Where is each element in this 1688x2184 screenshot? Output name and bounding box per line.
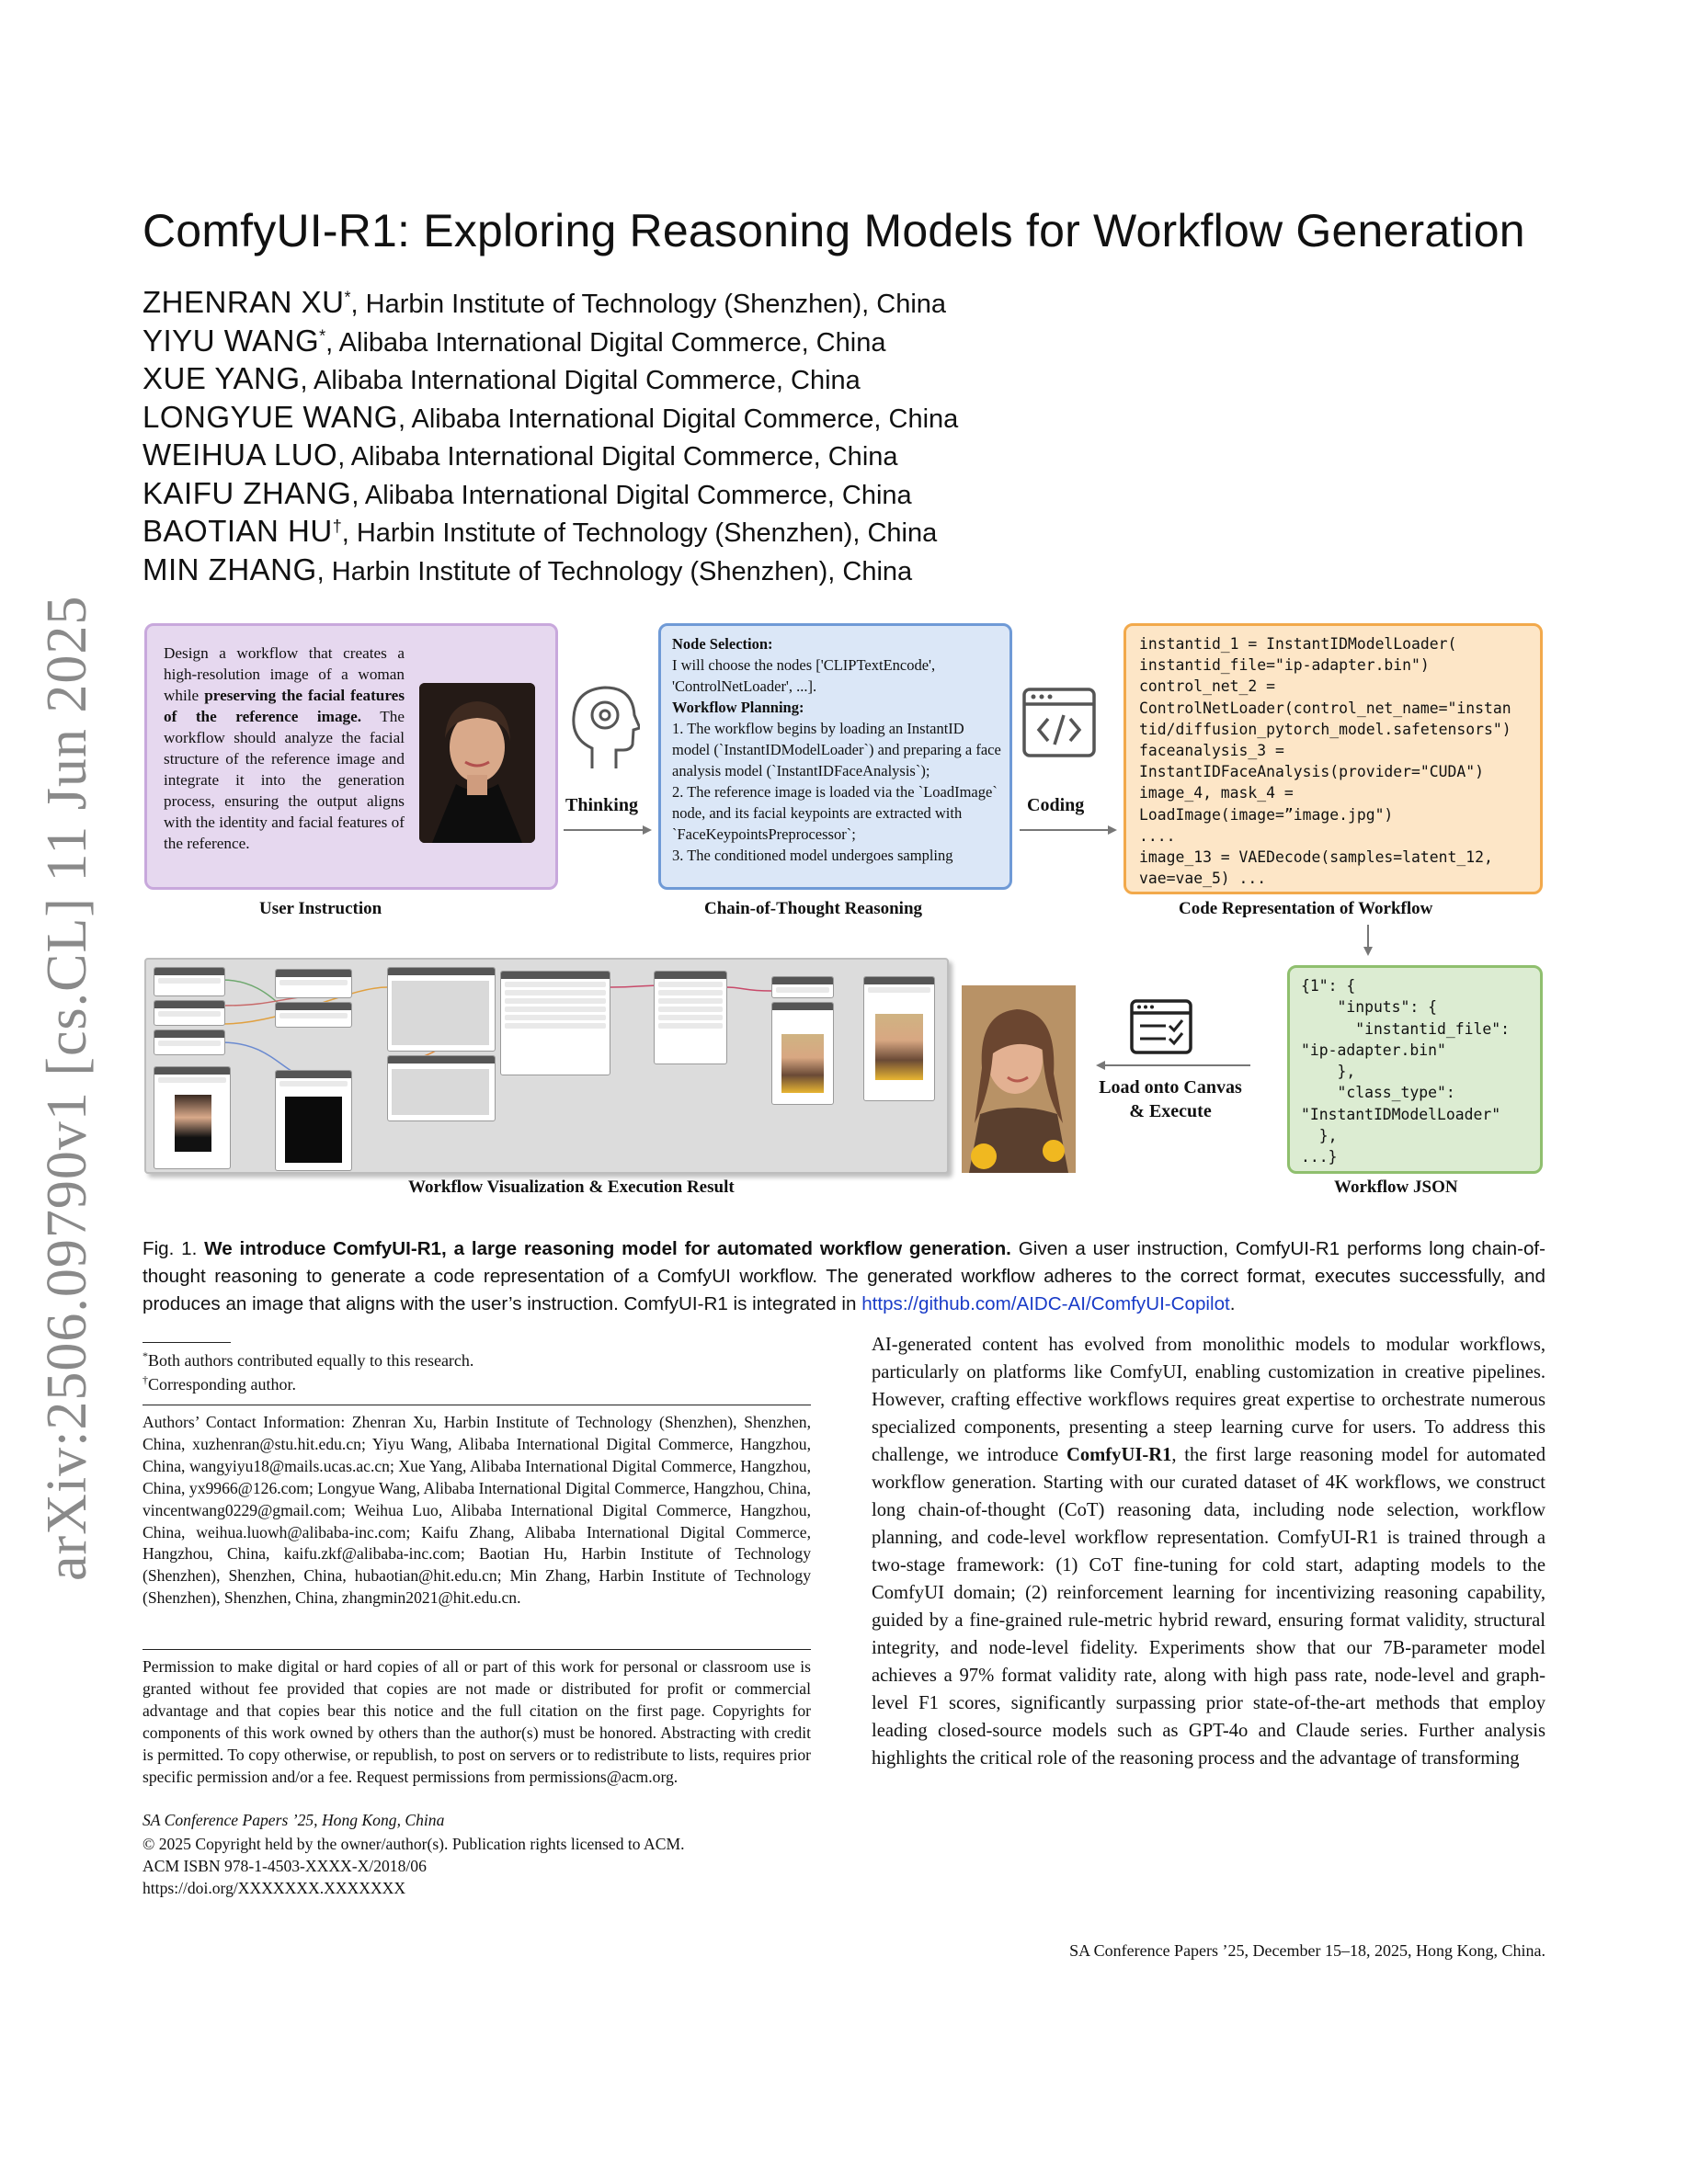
author-affiliation: , Alibaba International Digital Commerce, China <box>325 328 886 358</box>
footnote-equal: *Both authors contributed equally to this research. <box>143 1349 474 1370</box>
isbn-info: ACM ISBN 978-1-4503-XXXX-X/2018/06 <box>143 1857 427 1875</box>
author-name: KAIFU ZHANG <box>143 476 352 510</box>
author-name: XUE YANG <box>143 361 301 395</box>
author-line <box>143 361 861 396</box>
label-user-instruction: User Instruction <box>259 899 382 918</box>
node-instantid-loader <box>154 967 225 996</box>
page-footer: SA Conference Papers ’25, December 15–18, 2025, Hong Kong, China. <box>1069 1941 1545 1960</box>
node-ksampler <box>654 971 727 1064</box>
arxiv-stamp: arXiv:2506.09790v1 [cs.CL] 11 Jun 2025 <box>36 595 98 1581</box>
workflow-json-box <box>1287 965 1543 1174</box>
label-cot-reasoning: Chain-of-Thought Reasoning <box>704 899 923 918</box>
node-vae-decode <box>771 976 834 998</box>
down-arrow <box>1363 925 1374 956</box>
workflow-canvas <box>144 958 949 1174</box>
thinking-icon <box>566 680 640 772</box>
figure-caption: Fig. 1. We introduce ComfyUI-R1, a large reasoning model for automated workflow generation. Given a user instruction, ComfyUI-R1 performs long chain-of-thought reasoning to generate a code representation of a ComfyUI workflow. The generated workflow adheres to the correct format, executes successfully, and produces an image that aligns with the user’s instruction. ComfyUI-R1 is integrated in https://github.com/AIDC-AI/ComfyUI-Copilot. <box>143 1238 1546 1314</box>
label-code-representation: Code Representation of Workflow <box>1179 899 1433 918</box>
author-contact-info: Authors’ Contact Information: Zhenran Xu, Harbin Institute of Technology (Shenzhen), Shenzhen, China, xuzhenran@stu.hit.edu.cn; Yiyu Wang, Alibaba International Digital Commerce, Hangzhou, China, wangyiyu18@mails.ucas.ac.cn; Xue Yang, Alibaba International Digital Commerce, Hangzhou, China, yx9966@126.com; Longyue Wang, Alibaba International Digital Commerce, Hangzhou, China, vincentwang0229@gmail.com; Weihua Luo, Alibaba International Digital Commerce, Hangzhou, China, weihua.luowh@alibaba-inc.com; Kaifu Zhang, Alibaba International Digital Commerce, Hangzhou, China, kaifu.zkf@alibaba-inc.com; Baotian Hu, Harbin Institute of Technology (Shenzhen), Shenzhen, China, hubaotian@hit.edu.cn; Min Zhang, Harbin Institute of Technology (Shenzhen), Shenzhen, China, zhangmin2021@hit.edu.cn. <box>143 1413 811 1608</box>
author-line <box>143 552 912 587</box>
user-instruction-box <box>144 623 558 890</box>
author-mark: † <box>332 517 342 536</box>
node-preview-image <box>771 1002 834 1105</box>
author-affiliation: , Harbin Institute of Technology (Shenzhen), China <box>350 290 947 319</box>
paper-title: ComfyUI-R1: Exploring Reasoning Models for Workflow Generation <box>143 205 1525 256</box>
author-name: BAOTIAN HU <box>143 514 333 548</box>
coding-label: Coding <box>1027 795 1085 815</box>
node-clip-negative <box>387 1055 496 1121</box>
coding-icon <box>1021 684 1098 761</box>
node-load-checkpoint <box>275 969 352 998</box>
author-affiliation: , Alibaba International Digital Commerce, China <box>337 442 898 472</box>
author-name: LONGYUE WANG <box>143 400 398 434</box>
author-name: MIN ZHANG <box>143 552 317 586</box>
author-affiliation: , Alibaba International Digital Commerce, China <box>397 404 959 434</box>
conference-info: SA Conference Papers ’25, Hong Kong, China <box>143 1811 445 1829</box>
author-line <box>143 285 946 320</box>
node-save-image <box>863 976 935 1101</box>
node-apply-instantid <box>500 971 610 1075</box>
author-line <box>143 514 937 549</box>
footnote-rule <box>143 1342 231 1343</box>
author-mark: * <box>344 288 351 307</box>
code-representation-box <box>1123 623 1543 894</box>
author-mark: * <box>319 326 326 346</box>
author-affiliation: , Alibaba International Digital Commerce, China <box>351 481 912 510</box>
author-name: WEIHUA LUO <box>143 438 338 472</box>
cot-reasoning-text: Node Selection: I will choose the nodes ['CLIPTextEncode', 'ControlNetLoader', ...]. Workflow Planning: 1. The workflow begins by loading an InstantID model (`InstantIDModelLoader`) and preparing a face analysis model (`InstantIDFaceAnalysis`); 2. The reference image is loaded via the `LoadImage` node, and its facial keypoints are extracted with `FaceKeypointsPreprocessor`; 3. The conditioned model undergoes sampling <box>672 635 1001 864</box>
author-name: YIYU WANG <box>143 324 320 358</box>
coding-arrow <box>1020 824 1117 835</box>
author-affiliation: , Alibaba International Digital Commerce, China <box>300 366 861 395</box>
permission-rule <box>143 1649 811 1650</box>
abstract-text: AI-generated content has evolved from monolithic models to modular workflows, particularly on platforms like ComfyUI, enabling customization in creative pipelines. However, crafting effective workflows requires great expertise to orchestrate numerous specialized components, presenting a steep learning curve for users. To address this challenge, we introduce ComfyUI-R1, the first large reasoning model for automated workflow generation. Starting with our curated dataset of 4K workflows, we construct long chain-of-thought (CoT) reasoning data, including node selection, workflow planning, and code-level workflow representation. ComfyUI-R1 is trained through a two-stage framework: (1) CoT fine-tuning for cold start, adapting models to the ComfyUI domain; (2) reinforcement learning for incentivizing reasoning capability, guided by a fine-grained rule-metric hybrid reward, ensuring format validity, structural integrity, and node-level fidelity. Experiments show that our 7B-parameter model achieves a 97% format validity rate, along with high pass rate, node-level and graph-level F1 scores, significantly surpassing prior state-of-the-art methods that employ leading closed-source models such as GPT-4o and Claude series. Further analysis highlights the critical role of the reasoning process and the advantage of transforming <box>872 1335 1545 1769</box>
node-empty-latent <box>275 1002 352 1028</box>
workflow-json-text: {1": { "inputs": { "instantid_file": "ip-adapter.bin" }, "class_type": "InstantIDModelLoader" }, ...} <box>1301 977 1510 1166</box>
node-clip-positive <box>387 967 496 1052</box>
footnote-corresponding: †Corresponding author. <box>143 1373 296 1393</box>
github-link[interactable]: https://github.com/AIDC-AI/ComfyUI-Copilot <box>861 1293 1230 1314</box>
node-face-keypoints <box>275 1070 352 1171</box>
checklist-icon <box>1129 998 1193 1055</box>
cot-reasoning-box <box>658 623 1012 890</box>
node-load-image <box>154 1066 231 1169</box>
permission-notice: Permission to make digital or hard copies of all or part of this work for personal or classroom use is granted without fee provided that copies are not made or distributed for profit or commercial advantage and that copies bear this notice and the full citation on the first page. Copyrights for components of this work owned by others than the author(s) must be honored. Abstracting with credit is permitted. To copy otherwise, or republish, to post on servers or to redistribute to lists, requires prior specific permission and/or a fee. Request permissions from permissions@acm.org. <box>143 1657 811 1786</box>
code-representation-text: instantid_1 = InstantIDModelLoader( instantid_file="ip-adapter.bin") control_net_2 = ControlNetLoader(control_net_name="instan tid/diffusion_pytorch_model.safetensors") faceanalysis_3 = InstantIDFaceAnalysis(provider="CUDA") image_4, mask_4 = LoadImage(image=”image.jpg") .... image_13 = VAEDecode(samples=latent_12, vae=vae_5) ... <box>1139 635 1511 888</box>
author-name: ZHENRAN XU <box>143 285 345 319</box>
node-controlnet-loader <box>154 1000 225 1026</box>
author-line <box>143 476 912 511</box>
author-line <box>143 438 898 472</box>
label-workflow-visualization: Workflow Visualization & Execution Result <box>408 1177 735 1197</box>
author-line <box>143 400 958 435</box>
user-instruction-text: Design a workflow that creates a high-resolution image of a woman while preserving the facial features of the reference image. The workflow should analyze the facial structure of the reference image and integrate it into the generation process, ensuring the output aligns with the identity and facial features of the reference. <box>164 644 405 852</box>
load-execute-label: Load onto Canvas & Execute <box>1099 1077 1242 1121</box>
reference-face-image <box>419 683 535 843</box>
author-affiliation: , Harbin Institute of Technology (Shenzhen), China <box>316 557 913 586</box>
author-affiliation: , Harbin Institute of Technology (Shenzhen), China <box>341 518 938 548</box>
node-face-analysis <box>154 1029 225 1055</box>
author-line <box>143 324 885 358</box>
copyright-info: © 2025 Copyright held by the owner/author(s). Publication rights licensed to ACM. <box>143 1835 685 1853</box>
load-arrow <box>1096 1059 1250 1070</box>
execution-result-image <box>962 985 1076 1173</box>
thinking-label: Thinking <box>565 795 638 815</box>
label-workflow-json: Workflow JSON <box>1334 1177 1458 1197</box>
thinking-arrow <box>564 824 652 835</box>
doi-info: https://doi.org/XXXXXXX.XXXXXXX <box>143 1879 406 1897</box>
